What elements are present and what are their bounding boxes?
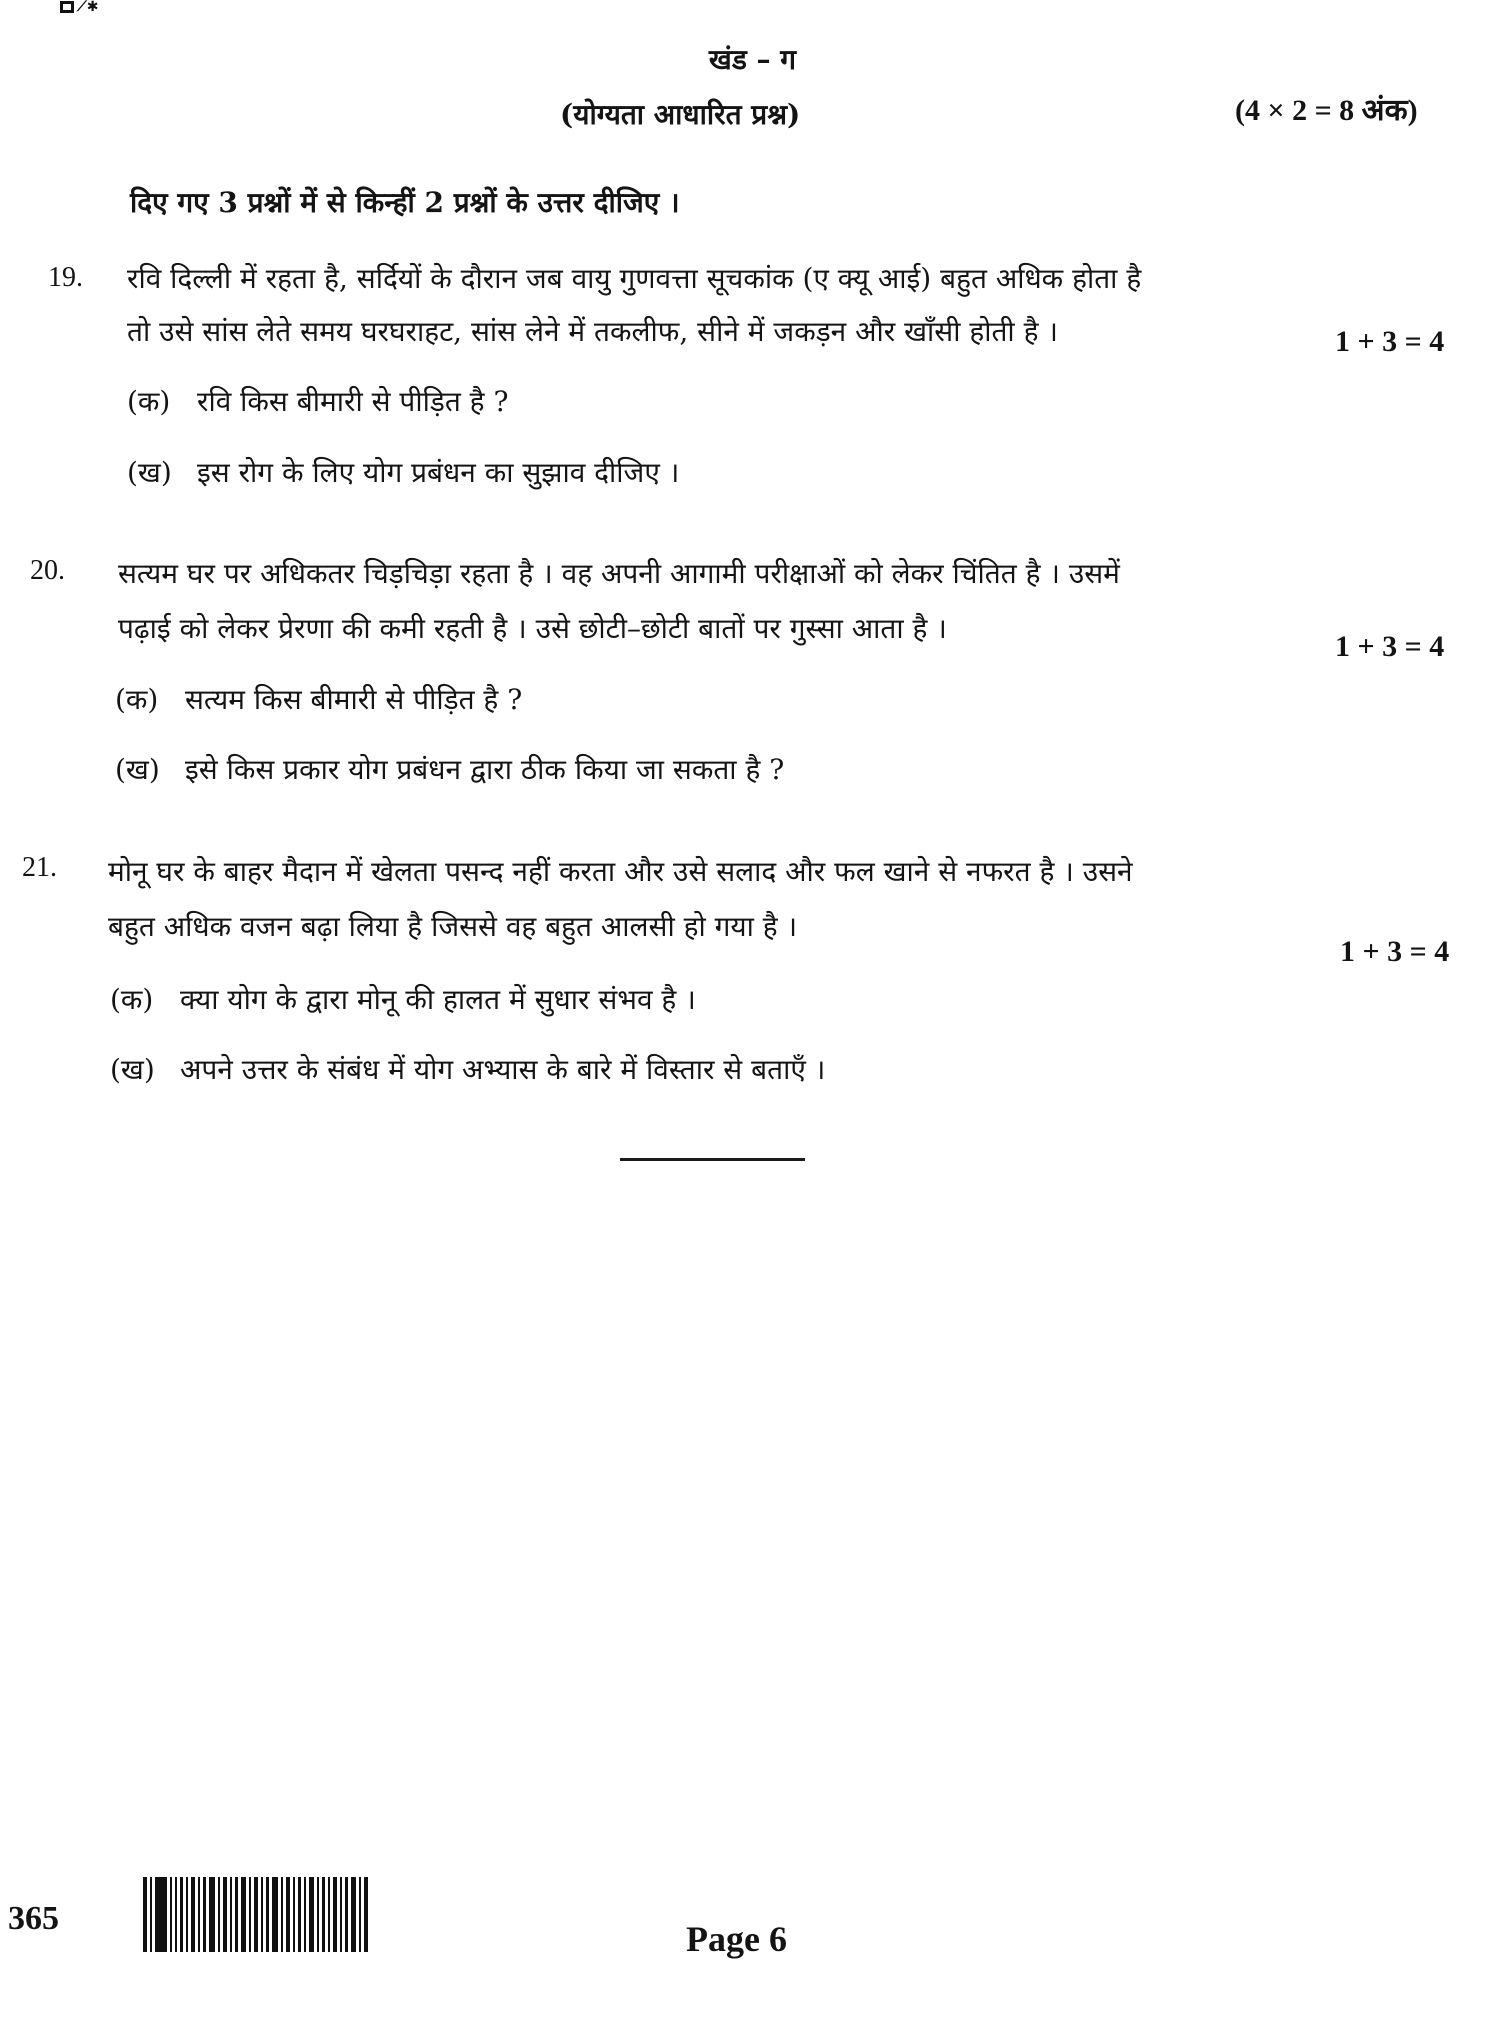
instruction-text: दिए गए 3 प्रश्नों में से किन्हीं 2 प्रश्नों के उत्तर दीजिए ।: [130, 186, 680, 219]
end-divider: [620, 1158, 805, 1161]
sub-question-label: (क): [127, 385, 171, 418]
sub-question-b: [127, 453, 679, 491]
sub-question-text: रवि किस बीमारी से पीड़ित है ?: [197, 385, 509, 418]
sub-question-b: [115, 750, 784, 788]
sub-question-text: इस रोग के लिए योग प्रबंधन का सुझाव दीजिए ।: [197, 456, 680, 489]
qr-box-icon: [60, 1, 74, 13]
sub-question-text: इसे किस प्रकार योग प्रबंधन द्वारा ठीक किया जा सकता है ?: [185, 753, 785, 786]
section-subtitle: (योग्यता आधारित प्रश्न): [560, 98, 801, 131]
barcode-icon: [143, 1877, 453, 1952]
sub-question-label: (ख): [127, 456, 172, 489]
question-text-line1: सत्यम घर पर अधिकतर चिड़चिड़ा रहता है । वह अपनी आगामी परीक्षाओं को लेकर चिंतित है । उसमें: [118, 557, 1120, 590]
sub-question-text: क्या योग के द्वारा मोनू की हालत में सुधार संभव है ।: [180, 983, 696, 1016]
paper-code: 365: [8, 1900, 59, 1937]
sub-question-text: अपने उत्तर के संबंध में योग अभ्यास के बारे में विस्तार से बताएँ ।: [180, 1053, 826, 1086]
sub-question-text: सत्यम किस बीमारी से पीड़ित है ?: [185, 683, 523, 716]
question-number: 20.: [30, 555, 65, 586]
question-text-line1: रवि दिल्ली में रहता है, सर्दियों के दौरान जब वायु गुणवत्ता सूचकांक (ए क्यू आई) बहुत अधिक होता है: [127, 262, 1142, 295]
corner-qr-mark: [60, 0, 140, 14]
sub-question-label: (क): [110, 983, 154, 1016]
page-number: Page 6: [686, 1919, 787, 1959]
sub-question-b: [110, 1050, 825, 1088]
question-text-line1: मोनू घर के बाहर मैदान में खेलता पसन्द नहीं करता और उसे सलाद और फल खाने से नफरत है । उसने: [108, 855, 1133, 888]
question-marks: 1 + 3 = 4: [1340, 935, 1450, 968]
sub-question-a: [115, 680, 522, 718]
question-text-line2: तो उसे सांस लेते समय घरघराहट, सांस लेने में तकलीफ, सीने में जकड़न और खाँसी होती है ।: [127, 315, 1058, 348]
sub-question-a: [110, 980, 696, 1018]
question-marks: 1 + 3 = 4: [1335, 630, 1445, 663]
question-number: 21.: [22, 852, 57, 883]
sub-question-label: (ख): [115, 753, 160, 786]
sub-question-a: [127, 382, 508, 420]
question-text-line2: बहुत अधिक वजन बढ़ा लिया है जिससे वह बहुत आलसी हो गया है ।: [108, 910, 798, 943]
question-number: 19.: [48, 262, 83, 293]
sub-question-label: (क): [115, 683, 159, 716]
section-title: खंड – ग: [708, 43, 797, 76]
sub-question-label: (ख): [110, 1053, 155, 1086]
question-marks: 1 + 3 = 4: [1335, 325, 1445, 358]
corner-mark-text: ⟋✱: [77, 0, 99, 15]
section-marks: (4 × 2 = 8 अंक): [1235, 94, 1418, 127]
question-text-line2: पढ़ाई को लेकर प्रेरणा की कमी रहती है । उसे छोटी–छोटी बातों पर गुस्सा आता है ।: [118, 612, 947, 645]
